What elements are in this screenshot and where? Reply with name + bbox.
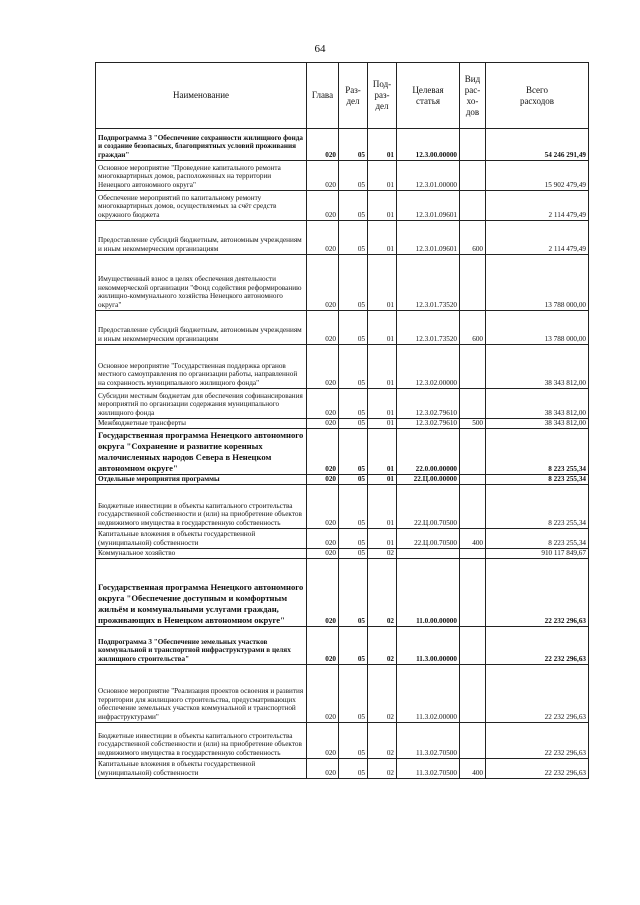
row-section: 05 bbox=[339, 161, 368, 191]
row-expense-type bbox=[460, 475, 486, 485]
row-name: Государственная программа Ненецкого автономного округа "Обеспечение доступным и комфортным жильём и коммунальными услугами граждан, проживающих в Ненецком автономном округе" bbox=[96, 559, 307, 627]
row-name: Предоставление субсидий бюджетным, автономным учреждениям и иным некоммерческим организациям bbox=[96, 221, 307, 255]
row-name: Капитальные вложения в объекты государственной (муниципальной) собственности bbox=[96, 529, 307, 549]
row-subsection: 02 bbox=[368, 627, 397, 665]
row-name: Основное мероприятие "Государственная поддержка органов местного самоуправления по организации работы, направленной на сохранность муниципального жилищного фонда" bbox=[96, 345, 307, 389]
row-total: 22 232 296,63 bbox=[486, 723, 589, 759]
row-target: 11.3.02.70500 bbox=[397, 723, 460, 759]
row-name: Коммунальное хозяйство bbox=[96, 549, 307, 559]
row-subsection: 01 bbox=[368, 485, 397, 529]
row-target: 12.3.02.00000 bbox=[397, 345, 460, 389]
header-total: Всего расходов bbox=[486, 63, 589, 129]
row-target: 11.0.00.00000 bbox=[397, 559, 460, 627]
row-chapter: 020 bbox=[307, 559, 339, 627]
row-target: 11.3.00.00000 bbox=[397, 627, 460, 665]
row-expense-type bbox=[460, 485, 486, 529]
row-target: 12.3.01.09601 bbox=[397, 221, 460, 255]
row-subsection: 01 bbox=[368, 389, 397, 419]
row-expense-type: 600 bbox=[460, 311, 486, 345]
header-expense-type: Вид рас- хо- дов bbox=[460, 63, 486, 129]
row-chapter: 020 bbox=[307, 529, 339, 549]
header-chapter: Глава bbox=[307, 63, 339, 129]
row-section: 05 bbox=[339, 665, 368, 723]
table-row bbox=[96, 759, 589, 779]
table-row bbox=[96, 311, 589, 345]
row-total: 13 788 000,00 bbox=[486, 311, 589, 345]
row-name: Капитальные вложения в объекты государственной (муниципальной) собственности bbox=[96, 759, 307, 779]
row-total: 8 223 255,34 bbox=[486, 429, 589, 475]
row-subsection: 01 bbox=[368, 429, 397, 475]
table-row bbox=[96, 665, 589, 723]
row-chapter: 020 bbox=[307, 129, 339, 161]
row-target: 12.3.01.09601 bbox=[397, 191, 460, 221]
header-section: Раз- дел bbox=[339, 63, 368, 129]
table-row bbox=[96, 161, 589, 191]
row-section: 05 bbox=[339, 311, 368, 345]
row-expense-type bbox=[460, 723, 486, 759]
row-target: 22.Ц.00.70500 bbox=[397, 529, 460, 549]
row-total: 22 232 296,63 bbox=[486, 759, 589, 779]
row-chapter: 020 bbox=[307, 485, 339, 529]
row-expense-type: 500 bbox=[460, 419, 486, 429]
row-chapter: 020 bbox=[307, 161, 339, 191]
row-subsection: 01 bbox=[368, 221, 397, 255]
header-subsection: Под- раз- дел bbox=[368, 63, 397, 129]
table-body bbox=[96, 129, 589, 779]
row-chapter: 020 bbox=[307, 255, 339, 311]
row-target bbox=[397, 549, 460, 559]
table-row bbox=[96, 723, 589, 759]
row-section: 05 bbox=[339, 429, 368, 475]
row-expense-type bbox=[460, 559, 486, 627]
row-subsection: 01 bbox=[368, 475, 397, 485]
row-subsection: 01 bbox=[368, 161, 397, 191]
row-section: 05 bbox=[339, 627, 368, 665]
table-row bbox=[96, 419, 589, 429]
row-subsection: 01 bbox=[368, 419, 397, 429]
row-subsection: 01 bbox=[368, 311, 397, 345]
row-name: Бюджетные инвестиции в объекты капитального строительства государственной собственности и (или) на приобретение объектов недвижимого имущества в государственную собственность bbox=[96, 485, 307, 529]
row-section: 05 bbox=[339, 191, 368, 221]
row-subsection: 01 bbox=[368, 129, 397, 161]
table-row bbox=[96, 549, 589, 559]
row-total: 15 902 479,49 bbox=[486, 161, 589, 191]
row-total: 22 232 296,63 bbox=[486, 665, 589, 723]
row-section: 05 bbox=[339, 723, 368, 759]
row-target: 12.3.01.73520 bbox=[397, 311, 460, 345]
row-chapter: 020 bbox=[307, 389, 339, 419]
row-subsection: 02 bbox=[368, 549, 397, 559]
row-expense-type bbox=[460, 345, 486, 389]
row-expense-type bbox=[460, 191, 486, 221]
table-row bbox=[96, 221, 589, 255]
row-target: 12.3.02.79610 bbox=[397, 389, 460, 419]
row-section: 05 bbox=[339, 419, 368, 429]
row-chapter: 020 bbox=[307, 419, 339, 429]
row-chapter: 020 bbox=[307, 345, 339, 389]
row-section: 05 bbox=[339, 559, 368, 627]
row-total: 2 114 479,49 bbox=[486, 221, 589, 255]
row-target: 11.3.02.70500 bbox=[397, 759, 460, 779]
row-total: 910 117 849,67 bbox=[486, 549, 589, 559]
row-name: Субсидии местным бюджетам для обеспечения софинансирования мероприятий по организации содержания муниципального жилищного фонда bbox=[96, 389, 307, 419]
row-expense-type bbox=[460, 129, 486, 161]
row-chapter: 020 bbox=[307, 723, 339, 759]
row-name: Основное мероприятие "Проведение капитального ремонта многоквартирных домов, расположенных на территории Ненецкого автономного округа" bbox=[96, 161, 307, 191]
row-name: Основное мероприятие "Реализация проектов освоения и развития территории для жилищного строительства, предусматривающих обеспечение земельных участков коммунальной и транспортной инфраструктурами" bbox=[96, 665, 307, 723]
row-chapter: 020 bbox=[307, 221, 339, 255]
row-expense-type: 600 bbox=[460, 221, 486, 255]
row-name: Предоставление субсидий бюджетным, автономным учреждениям и иным некоммерческим организациям bbox=[96, 311, 307, 345]
row-expense-type bbox=[460, 627, 486, 665]
row-section: 05 bbox=[339, 549, 368, 559]
row-total: 2 114 479,49 bbox=[486, 191, 589, 221]
table-row bbox=[96, 529, 589, 549]
table-row bbox=[96, 475, 589, 485]
table-row bbox=[96, 129, 589, 161]
row-target: 12.3.02.79610 bbox=[397, 419, 460, 429]
row-subsection: 02 bbox=[368, 723, 397, 759]
row-name: Межбюджетные трансферты bbox=[96, 419, 307, 429]
row-subsection: 02 bbox=[368, 759, 397, 779]
row-expense-type bbox=[460, 549, 486, 559]
row-name: Подпрограмма 3 "Обеспечение земельных участков коммунальной и транспортной инфраструктурами в целях жилищного строительства" bbox=[96, 627, 307, 665]
row-name: Обеспечение мероприятий по капитальному ремонту многоквартирных домов, осуществляемых за счёт средств окружного бюджета bbox=[96, 191, 307, 221]
row-total: 8 223 255,34 bbox=[486, 475, 589, 485]
row-section: 05 bbox=[339, 221, 368, 255]
row-section: 05 bbox=[339, 485, 368, 529]
row-total: 54 246 291,49 bbox=[486, 129, 589, 161]
row-expense-type: 400 bbox=[460, 759, 486, 779]
row-total: 38 343 812,00 bbox=[486, 389, 589, 419]
row-subsection: 01 bbox=[368, 345, 397, 389]
row-expense-type bbox=[460, 161, 486, 191]
row-subsection: 01 bbox=[368, 255, 397, 311]
row-section: 05 bbox=[339, 255, 368, 311]
row-chapter: 020 bbox=[307, 627, 339, 665]
row-subsection: 01 bbox=[368, 191, 397, 221]
row-name: Отдельные мероприятия программы bbox=[96, 475, 307, 485]
row-name: Имущественный взнос в целях обеспечения деятельности некоммерческой организации "Фонд содействия реформированию жилищно-коммунального хозяйства Ненецкого автономного округа" bbox=[96, 255, 307, 311]
row-chapter: 020 bbox=[307, 311, 339, 345]
row-chapter: 020 bbox=[307, 759, 339, 779]
row-total: 13 788 000,00 bbox=[486, 255, 589, 311]
row-expense-type bbox=[460, 389, 486, 419]
row-section: 05 bbox=[339, 475, 368, 485]
row-section: 05 bbox=[339, 129, 368, 161]
row-expense-type: 400 bbox=[460, 529, 486, 549]
row-target: 22.0.00.00000 bbox=[397, 429, 460, 475]
row-total: 38 343 812,00 bbox=[486, 345, 589, 389]
table-row bbox=[96, 627, 589, 665]
table-row bbox=[96, 191, 589, 221]
budget-table bbox=[95, 62, 589, 779]
row-target: 12.3.01.73520 bbox=[397, 255, 460, 311]
row-name: Бюджетные инвестиции в объекты капитального строительства государственной собственности и (или) на приобретение объектов недвижимого имущества в государственную собственность bbox=[96, 723, 307, 759]
row-chapter: 020 bbox=[307, 475, 339, 485]
row-target: 11.3.02.00000 bbox=[397, 665, 460, 723]
row-target: 22.Ц.00.00000 bbox=[397, 475, 460, 485]
table-row bbox=[96, 485, 589, 529]
row-total: 38 343 812,00 bbox=[486, 419, 589, 429]
table-row bbox=[96, 429, 589, 475]
row-section: 05 bbox=[339, 345, 368, 389]
row-subsection: 01 bbox=[368, 529, 397, 549]
row-total: 8 223 255,34 bbox=[486, 485, 589, 529]
row-section: 05 bbox=[339, 759, 368, 779]
row-total: 8 223 255,34 bbox=[486, 529, 589, 549]
row-total: 22 232 296,63 bbox=[486, 627, 589, 665]
row-subsection: 02 bbox=[368, 559, 397, 627]
table-row bbox=[96, 345, 589, 389]
row-target: 12.3.01.00000 bbox=[397, 161, 460, 191]
row-target: 22.Ц.00.70500 bbox=[397, 485, 460, 529]
row-subsection: 02 bbox=[368, 665, 397, 723]
table-row bbox=[96, 559, 589, 627]
row-total: 22 232 296,63 bbox=[486, 559, 589, 627]
page-number: 64 bbox=[314, 43, 326, 55]
row-chapter: 020 bbox=[307, 191, 339, 221]
table-row bbox=[96, 255, 589, 311]
table-header-row bbox=[96, 63, 589, 129]
header-target: Целевая статья bbox=[397, 63, 460, 129]
row-expense-type bbox=[460, 665, 486, 723]
row-expense-type bbox=[460, 255, 486, 311]
row-chapter: 020 bbox=[307, 549, 339, 559]
row-section: 05 bbox=[339, 389, 368, 419]
header-name: Наименование bbox=[96, 63, 307, 129]
row-section: 05 bbox=[339, 529, 368, 549]
row-target: 12.3.00.00000 bbox=[397, 129, 460, 161]
row-name: Подпрограмма 3 "Обеспечение сохранности жилищного фонда и создание безопасных, благоприятных условий проживания граждан" bbox=[96, 129, 307, 161]
row-expense-type bbox=[460, 429, 486, 475]
table-row bbox=[96, 389, 589, 419]
row-name: Государственная программа Ненецкого автономного округа "Сохранение и развитие коренных малочисленных народов Севера в Ненецком автономном округе" bbox=[96, 429, 307, 475]
row-chapter: 020 bbox=[307, 665, 339, 723]
row-chapter: 020 bbox=[307, 429, 339, 475]
